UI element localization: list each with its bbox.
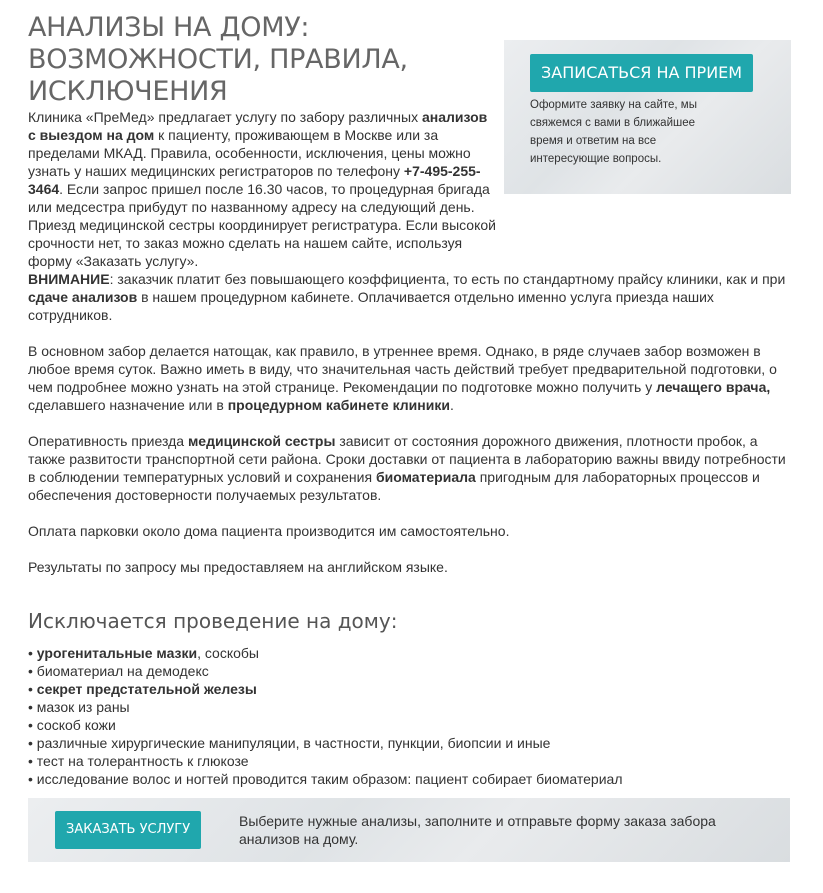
- list-item: [28, 662, 790, 680]
- biomaterial-bold: биоматериала: [375, 469, 476, 485]
- appointment-button[interactable]: ЗАПИСАТЬСЯ НА ПРИЕМ: [530, 54, 753, 92]
- list-item: [28, 770, 790, 788]
- page-title: АНАЛИЗЫ НА ДОМУ: ВОЗМОЖНОСТИ, ПРАВИЛА, ИСКЛЮЧЕНИЯ: [28, 12, 408, 107]
- list-item: [28, 680, 790, 698]
- parking-paragraph: Оплата парковки около дома пациента производится им самостоятельно.: [28, 523, 510, 539]
- list-item-text: биоматериал на демодекс: [36, 663, 209, 679]
- list-item-text: тест на толерантность к глюкозе: [36, 753, 249, 769]
- list-item-bold: секрет предстательной железы: [36, 681, 257, 697]
- nurse-bold: медицинской сестры: [187, 433, 336, 449]
- attention-text: в нашем процедурном кабинете. Оплачивается отдельно именно услуга приезда наших сотрудников.: [28, 289, 714, 323]
- exclusions-heading: Исключается проведение на дому:: [28, 609, 398, 633]
- preparation-paragraph: [28, 342, 788, 414]
- list-item: [28, 698, 790, 716]
- attention-text: : заказчик платит без повышающего коэффициента, то есть по стандартному прайсу клиники, как и при: [109, 271, 786, 287]
- list-item: [28, 752, 790, 770]
- intro-text: . Если запрос пришел после 16.30 часов, то процедурная бригада или медсестра прибудут по названному адресу на следующий день. Приезд медицинской сестры координирует регистратура. Если высокой срочности нет, то заказ можно сделать на нашем сайте, используя форму «Заказать услугу».: [28, 181, 496, 269]
- list-item-text: соскоб кожи: [36, 717, 116, 733]
- appointment-note: Оформите заявку на сайте, мы свяжемся с вами в ближайшее время и ответим на все интересующие вопросы.: [530, 99, 697, 165]
- list-item-text: мазок из раны: [36, 699, 130, 715]
- preparation-text: .: [449, 397, 454, 413]
- procedure-room-bold: процедурном кабинете клиники: [227, 397, 450, 413]
- doctor-bold: лечащего врача,: [656, 379, 771, 395]
- intro-bold-home-tests: анализов с выездом на дом: [28, 109, 488, 143]
- attention-paragraph: [28, 270, 788, 324]
- phone-number: +7-495-255-3464: [28, 163, 481, 197]
- intro-text: Клиника «ПреМед» предлагает услугу по забору различных: [28, 109, 422, 125]
- list-item-text: , соскобы: [197, 645, 259, 661]
- list-item-bold: урогенитальные мазки: [36, 645, 198, 661]
- list-item: [28, 644, 790, 662]
- exclusions-list: [28, 644, 790, 788]
- list-item-text: различные хирургические манипуляции, в частности, пункции, биопсии и иные: [36, 735, 551, 751]
- nurse-text: зависит от состояния дорожного движения, плотности пробок, а также развитости транспортной сети района. Сроки доставки от пациента в лабораторию важны ввиду потребности в соблюдении температурных условий и сохранения: [28, 433, 786, 485]
- nurse-paragraph: [28, 432, 788, 504]
- list-item: [28, 716, 790, 734]
- results-paragraph: Результаты по запросу мы предоставляем на английском языке.: [28, 559, 448, 575]
- attention-label: ВНИМАНИЕ: [28, 271, 110, 287]
- nurse-text: пригодным для лабораторных процессов и обеспечения достоверности получаемых результатов.: [28, 469, 760, 503]
- list-item: [28, 734, 790, 752]
- intro-text: к пациенту, проживающем в Москве или за пределами МКАД. Правила, особенности, исключения, цены можно узнать у наших медицинских регистраторов по телефону: [28, 127, 471, 179]
- nurse-text: Оперативность приезда: [28, 433, 188, 449]
- list-item-text: исследование волос и ногтей проводится таким образом: пациент собирает биоматериал: [36, 771, 623, 787]
- intro-paragraph: [28, 108, 498, 270]
- preparation-text: В основном забор делается натощак, как правило, в утреннее время. Однако, в ряде случаев забор возможен в любое время суток. Важно иметь в виду, что значительная часть действий требует предварительной подготовки, о чем подробнее можно узнать на этой странице. Рекомендации по подготовке можно получить у: [28, 343, 777, 395]
- preparation-text: сделавшего назначение или в: [28, 397, 228, 413]
- order-banner: [28, 798, 790, 862]
- article: [28, 12, 790, 788]
- order-banner-text: Выберите нужные анализы, заполните и отправьте форму заказа забора анализов на дому.: [239, 813, 716, 847]
- attention-bold: сдаче анализов: [28, 289, 138, 305]
- order-service-button[interactable]: ЗАКАЗАТЬ УСЛУГУ: [55, 811, 201, 849]
